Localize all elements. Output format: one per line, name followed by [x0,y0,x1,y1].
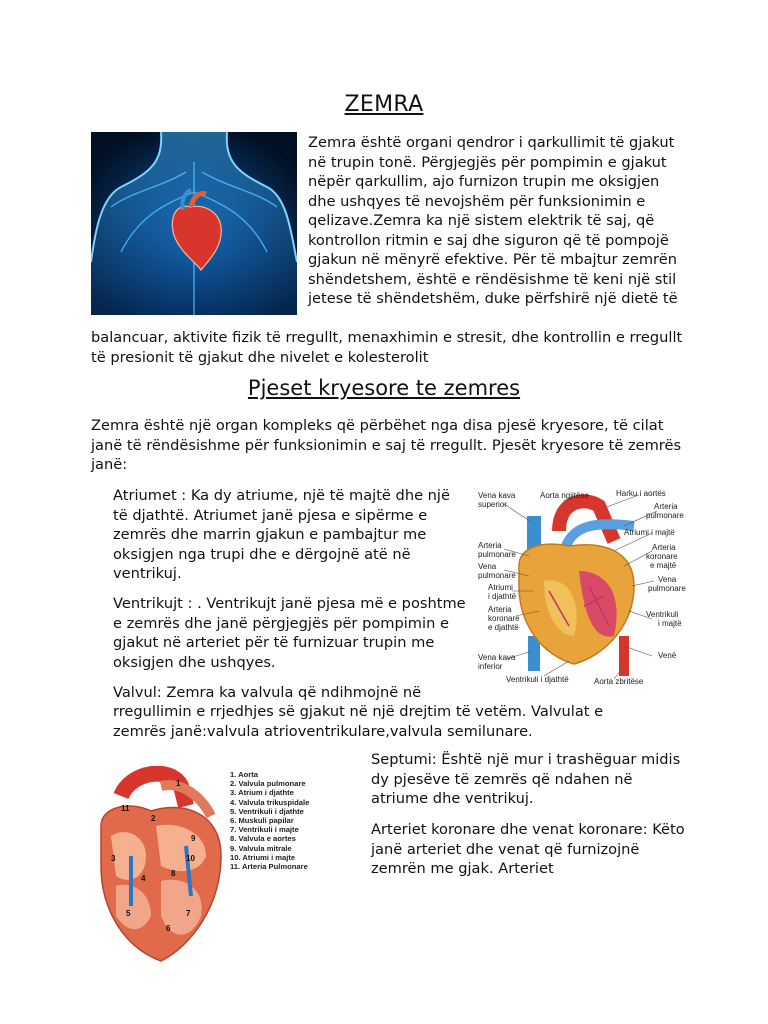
legend-item: 4. Valvula trikuspidale [230,797,310,807]
marker-11: 11 [121,804,130,813]
arteriet-paragraph: Arteriet koronare dhe venat koronare: Këto janë arteriet dhe venat që furnizojnë zemrën me gjak. Arteriet [371,821,685,877]
marker-9: 9 [191,834,196,843]
valvul-paragraph-continued: rregullimin e rrjedhjes së gjakut në një drejtim të vetëm. Valvulat e zemrës janë:valvula atrioventrikulare,valvula semilunare. [113,703,604,740]
label-ventrikuli-majte: Ventrikuli i majtë [646,610,682,628]
marker-5: 5 [126,909,131,918]
intro-paragraph: Zemra është organi qendror i qarkullimit të gjakut në trupin tonë. Përgjegjës për pompimin e gjakut nëpër qarkullim, ajo furnizon trupin me oksigjen dhe ushqyes të nevojshëm për funksionimin e qelizave.Zemra ka një sistem elektrik të saj, që kontrollon ritmin e saj dhe siguron që të pompojë gjakun në mënyrë efektive. Për të mbajtur zemrën shëndetshem, është e rëndësishme të keni një stil jetese të shëndetshëm, duke përfshirë një dietë të [308,134,678,307]
marker-8: 8 [171,869,176,878]
legend-item: 11. Arteria Pulmonare [230,862,308,872]
heart-legend [230,770,310,871]
marker-2: 2 [151,814,156,823]
legend-item: 1. Aorta [230,770,258,779]
legend-item: 3. Atrium i djathte [230,788,294,798]
label-vena-pulmonare-right: Vena pulmonare [648,575,686,593]
heart-anatomy-diagram [474,486,688,690]
label-vena-kava-superior: Vena kava superior [478,491,516,509]
atriumet-paragraph: Atriumet : Ka dy atriume, një të majtë dhe një të djathtë. Atriumet janë pjesa e sipërme e zemrës dhe marrin gjakun e pambajtur me oksigjen nga trupi dhe e dërgojnë atë në ventrikuj. [113,487,450,582]
label-vena-kava-inferior: Vena kava inferior [478,653,516,671]
label-arteria-koronare-majte: Arteria koronare e majtë [646,543,678,570]
label-ventrikuli-djathte: Ventrikuli i djathtë [506,675,569,684]
label-harku-aortes: Harku i aortës [616,489,666,498]
page-title: ZEMRA [344,92,424,117]
marker-10: 10 [186,854,195,863]
label-atriumi-majte: Atriumi i majtë [624,528,675,537]
label-aorta-ngjitese: Aorta ngjitëse [540,491,589,500]
marker-1: 1 [176,779,181,788]
label-arteria-pulmonare-left: Arteria pulmonare [478,541,516,559]
label-vena-pulmonare-left: Vena pulmonare [478,562,516,580]
section-title: Pjeset kryesore te zemres [247,376,521,400]
valvul-paragraph: Valvul: Zemra ka valvula që ndihmojnë në [113,684,422,701]
marker-3: 3 [111,854,116,863]
marker-4: 4 [141,874,146,883]
label-arteria-pulmonare-right: Arteria pulmonare [646,502,684,520]
legend-item: 8. Valvula e aortes [230,834,296,844]
legend-item: 6. Muskuli papilar [230,816,294,826]
ventrikujt-paragraph: Ventrikujt : . Ventrikujt janë pjesa më e poshtme e zemrës dhe janë përgjegjës për pompimin e gjakut në arteriet për të furnizuar trupin me oksigjen dhe ushqyes. [113,595,466,671]
legend-item: 5. Ventrikuli i djathte [230,806,304,816]
section-lead-paragraph: Zemra është një organ kompleks që përbëhet nga disa pjesë kryesore, të cilat janë të rëndësishme për funksionimin e saj të rregullt. Pjesët kryesore të zemrës janë: [91,417,682,473]
legend-item: 9. Valvula mitrale [230,843,292,853]
legend-item: 7. Ventrikuli i majte [230,825,299,835]
intro-paragraph-continued: balancuar, aktivite fizik të rregullt, menaxhimin e stresit, dhe kontrollin e rregullt të presionit të gjakut dhe nivelet e kolesterolit [91,329,683,366]
label-vene: Venë [658,651,677,660]
body-heart-image [91,132,297,315]
label-atriumi-djathte: Atriumi i djathtë [488,583,517,601]
legend-item: 2. Valvula pulmonare [230,779,306,789]
label-arteria-koronare-djathte: Arteria koronare e djathtë [488,605,520,632]
marker-7: 7 [186,909,191,918]
legend-item: 10. Atriumi i majte [230,852,296,862]
label-aorta-zbritese: Aorta zbritëse [594,677,644,686]
marker-6: 6 [166,924,171,933]
septumi-paragraph: Septumi: Është një mur i trashëguar midis dy pjesëve të zemrës që ndahen në atriume dhe ventrikuj. [371,751,681,807]
